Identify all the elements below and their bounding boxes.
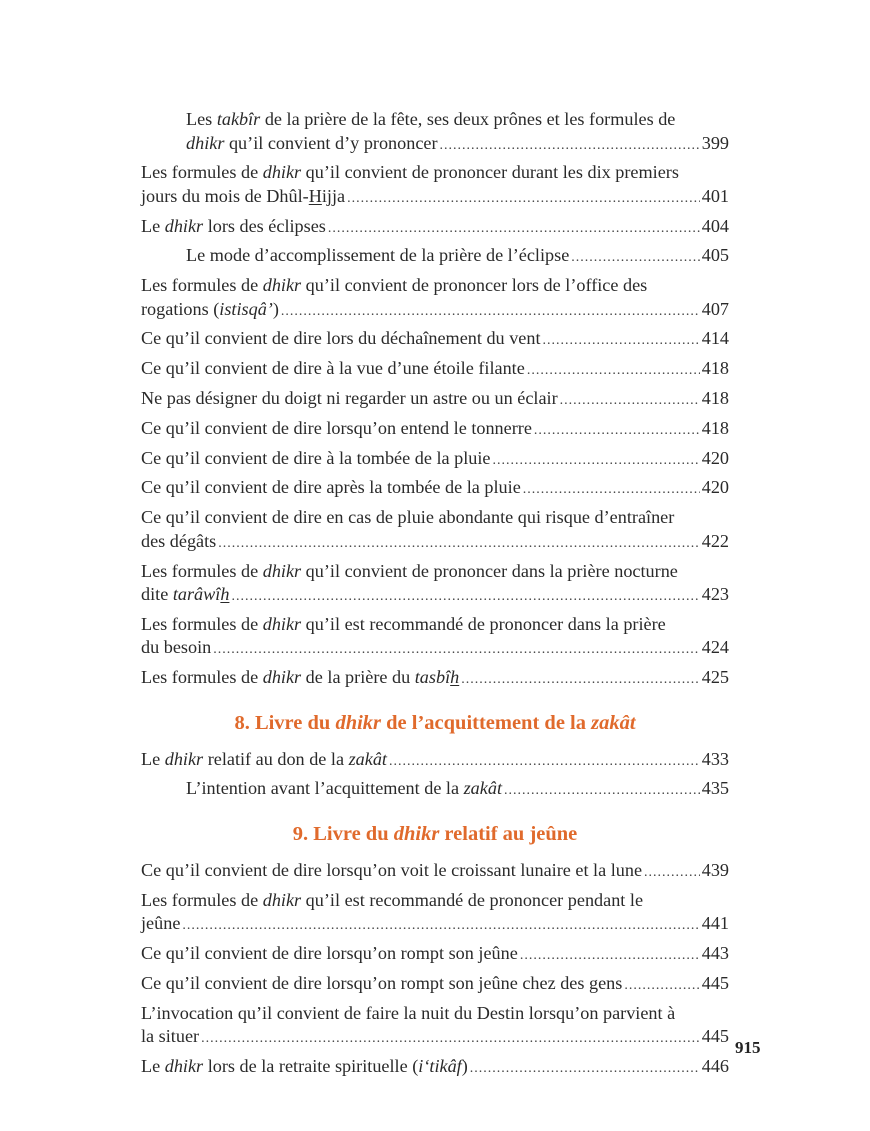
toc-page-number: 399 bbox=[701, 132, 729, 153]
toc-entry-text: jours du mois de Dhûl-Hijja bbox=[141, 185, 346, 206]
toc-entry-text: Le mode d’accomplissement de la prière de l’éclipse bbox=[186, 245, 570, 266]
toc-entry-line bbox=[141, 447, 729, 473]
dot-leader bbox=[201, 1027, 700, 1051]
dot-leader bbox=[543, 329, 700, 353]
dot-leader bbox=[624, 974, 699, 998]
toc-entry[interactable] bbox=[141, 447, 729, 473]
toc-page-number: 420 bbox=[701, 447, 729, 468]
toc-page-number: 420 bbox=[701, 477, 729, 498]
toc-entry[interactable] bbox=[141, 1002, 729, 1051]
toc-page-number: 424 bbox=[701, 637, 729, 658]
dot-leader bbox=[644, 861, 700, 885]
toc-entry-text: Ce qu’il convient de dire lorsqu’on rompt son jeûne chez des gens bbox=[141, 972, 623, 993]
section-heading: 9. Livre du dhikr relatif au jeûne bbox=[292, 822, 578, 845]
toc-entry[interactable] bbox=[141, 108, 729, 157]
dot-leader bbox=[281, 300, 700, 324]
toc-entry-text: Le dhikr lors de la retraite spirituelle (i‘tikâf) bbox=[141, 1055, 468, 1076]
toc-entry-line bbox=[186, 244, 729, 270]
toc-entry[interactable] bbox=[141, 476, 729, 502]
dot-leader bbox=[492, 449, 699, 473]
dot-leader bbox=[328, 217, 700, 241]
toc-page-number: 407 bbox=[701, 298, 729, 319]
toc-page-number: 423 bbox=[701, 584, 729, 605]
toc-entry-text: Les formules de dhikr qu’il est recommandé de prononcer dans la prière bbox=[141, 613, 666, 634]
dot-leader bbox=[389, 750, 700, 774]
dot-leader bbox=[504, 779, 700, 803]
toc-entry-line bbox=[141, 327, 729, 353]
toc-page-number: 441 bbox=[701, 913, 729, 934]
toc-entry[interactable] bbox=[141, 889, 729, 938]
toc-entry-text: Les formules de dhikr qu’il convient de prononcer durant les dix premiers bbox=[141, 162, 679, 183]
dot-leader bbox=[527, 359, 700, 383]
toc-entry-text: rogations (istisqâ’) bbox=[141, 298, 279, 319]
toc-entry-line bbox=[141, 636, 729, 662]
toc-entry-text: Ce qu’il convient de dire à la tombée de la pluie bbox=[141, 447, 491, 468]
toc-entry-line bbox=[141, 357, 729, 383]
toc-page-number: 439 bbox=[701, 859, 729, 880]
toc-entry-text: Les formules de dhikr qu’il convient de prononcer lors de l’office des bbox=[141, 275, 648, 296]
toc-page-number: 405 bbox=[701, 245, 729, 266]
toc-entry-text: Les formules de dhikr qu’il convient de prononcer dans la prière nocturne bbox=[141, 560, 678, 581]
toc-entry-line bbox=[141, 417, 729, 443]
toc-entry-text: Ce qu’il convient de dire lors du déchaînement du vent bbox=[141, 328, 541, 349]
toc-entry-text: Ce qu’il convient de dire lorsqu’on entend le tonnerre bbox=[141, 417, 532, 438]
dot-leader bbox=[347, 187, 700, 211]
toc-entry[interactable] bbox=[141, 1055, 729, 1081]
toc-entry-line bbox=[141, 530, 729, 556]
toc-entry-line bbox=[141, 748, 729, 774]
toc-entry-line bbox=[141, 215, 729, 241]
toc-entry[interactable] bbox=[141, 357, 729, 383]
dot-leader bbox=[461, 668, 700, 692]
toc-entry-line bbox=[141, 298, 729, 324]
toc-entry[interactable] bbox=[141, 972, 729, 998]
toc-entry[interactable] bbox=[141, 327, 729, 353]
toc-entry-text: Les formules de dhikr qu’il est recommandé de prononcer pendant le bbox=[141, 889, 644, 910]
toc-entry-line bbox=[141, 1025, 729, 1051]
toc-entry-line bbox=[141, 972, 729, 998]
toc-page-number: 404 bbox=[701, 215, 729, 236]
toc-entry[interactable] bbox=[141, 613, 729, 662]
toc-entry-line bbox=[141, 583, 729, 609]
toc-entry-text: du besoin bbox=[141, 637, 212, 658]
toc-entry-line bbox=[141, 1055, 729, 1081]
toc-entry-text: Ce qu’il convient de dire lorsqu’on rompt son jeûne bbox=[141, 943, 518, 964]
dot-leader bbox=[534, 419, 700, 443]
dot-leader bbox=[523, 478, 700, 502]
toc-entry-text: L’invocation qu’il convient de faire la nuit du Destin lorsqu’on parvient à bbox=[141, 1002, 676, 1023]
toc-entry-line bbox=[141, 185, 729, 211]
toc-page-number: 414 bbox=[701, 328, 729, 349]
toc-entry-line bbox=[141, 942, 729, 968]
toc-page-number: 422 bbox=[701, 530, 729, 551]
dot-leader bbox=[560, 389, 700, 413]
toc-page-number: 435 bbox=[701, 778, 729, 799]
toc-entry-text: Le dhikr lors des éclipses bbox=[141, 215, 326, 236]
dot-leader bbox=[520, 944, 700, 968]
toc-entry-text: L’intention avant l’acquittement de la zakât bbox=[186, 778, 503, 799]
toc-entry-text: Ce qu’il convient de dire après la tombée de la pluie bbox=[141, 477, 521, 498]
toc-entry-text: Le dhikr relatif au don de la zakât bbox=[141, 748, 387, 769]
toc-entry-text: dhikr qu’il convient d’y prononcer bbox=[186, 132, 438, 153]
toc-entry-line bbox=[141, 666, 729, 692]
toc-entry-text: Ce qu’il convient de dire à la vue d’une étoile filante bbox=[141, 358, 525, 379]
toc-entry[interactable] bbox=[141, 560, 729, 609]
dot-leader bbox=[231, 585, 699, 609]
toc-entry-line bbox=[141, 476, 729, 502]
toc-entry-text: Ce qu’il convient de dire en cas de pluie abondante qui risque d’entraîner bbox=[141, 507, 675, 528]
toc-entry[interactable] bbox=[141, 215, 729, 241]
toc-entry-line bbox=[141, 912, 729, 938]
page-number: 915 bbox=[735, 1038, 761, 1057]
section-heading: 8. Livre du dhikr de l’acquittement de la zakât bbox=[234, 711, 636, 734]
toc-entry-text: jeûne bbox=[141, 913, 181, 934]
toc-entry-text: dite tarâwîh bbox=[141, 584, 230, 605]
dot-leader bbox=[218, 532, 699, 556]
toc-entry-text: Ne pas désigner du doigt ni regarder un astre ou un éclair bbox=[141, 388, 558, 409]
toc-entry-line bbox=[141, 387, 729, 413]
toc-page-number: 418 bbox=[701, 388, 729, 409]
toc-entry-text: Les takbîr de la prière de la fête, ses deux prônes et les formules de bbox=[186, 109, 676, 129]
toc-entry[interactable] bbox=[141, 244, 729, 270]
toc-entry-text: Ce qu’il convient de dire lorsqu’on voit le croissant lunaire et la lune bbox=[141, 859, 643, 880]
toc-page-number: 401 bbox=[701, 185, 729, 206]
dot-leader bbox=[571, 246, 699, 270]
toc-entry[interactable] bbox=[141, 506, 729, 555]
toc-page-number: 443 bbox=[701, 943, 729, 964]
toc-page-number: 446 bbox=[701, 1055, 729, 1076]
toc-page-number: 445 bbox=[701, 972, 729, 993]
toc-entry[interactable] bbox=[141, 859, 729, 885]
toc-entry[interactable] bbox=[141, 777, 729, 803]
toc-page-number: 433 bbox=[701, 748, 729, 769]
toc-entry[interactable] bbox=[141, 161, 729, 210]
toc-entry-text: Les formules de dhikr de la prière du tasbîh bbox=[141, 667, 460, 688]
toc-entry[interactable] bbox=[141, 387, 729, 413]
toc-entry[interactable] bbox=[141, 417, 729, 443]
dot-leader bbox=[182, 914, 699, 938]
toc-entry[interactable] bbox=[141, 942, 729, 968]
toc-page-number: 418 bbox=[701, 358, 729, 379]
toc-entry[interactable] bbox=[141, 666, 729, 692]
toc-page-number: 445 bbox=[701, 1026, 729, 1047]
dot-leader bbox=[440, 134, 700, 158]
table-of-contents bbox=[141, 108, 729, 1085]
dot-leader bbox=[470, 1057, 700, 1081]
toc-entry[interactable] bbox=[141, 274, 729, 323]
toc-entry-line bbox=[141, 859, 729, 885]
toc-entry[interactable] bbox=[141, 748, 729, 774]
toc-entry-line bbox=[186, 132, 729, 158]
toc-entry-line bbox=[186, 777, 729, 803]
toc-page-number: 425 bbox=[701, 667, 729, 688]
toc-page-number: 418 bbox=[701, 417, 729, 438]
dot-leader bbox=[213, 638, 699, 662]
toc-entry-text: des dégâts bbox=[141, 530, 217, 551]
toc-entry-text: la situer bbox=[141, 1026, 200, 1047]
